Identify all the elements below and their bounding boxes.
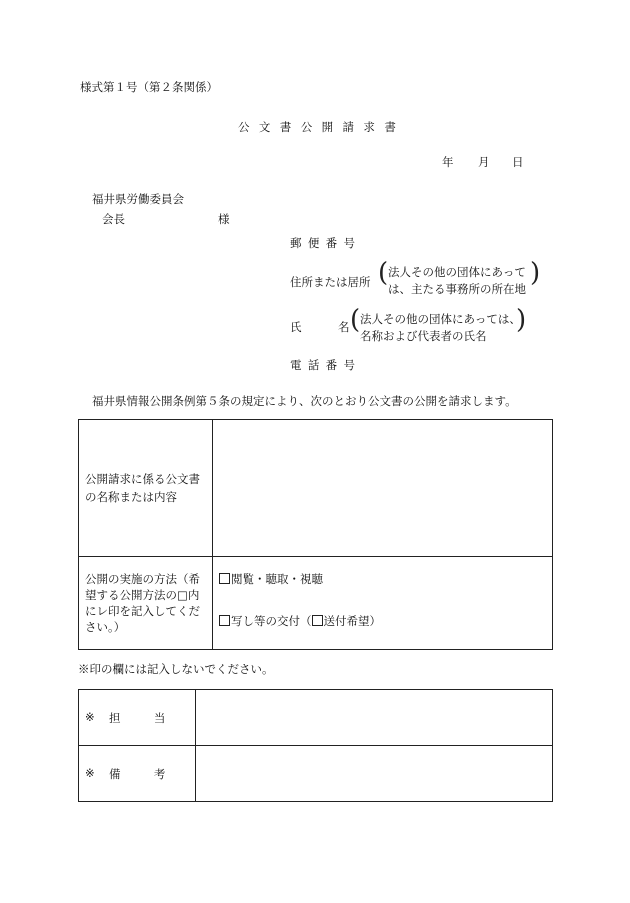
staff-mark: ※ [85,710,95,724]
office-table [78,689,553,802]
phone-label: 電話番号 [290,358,362,372]
address-label: 住所または居所 [290,275,371,289]
remarks-field[interactable] [196,746,553,802]
form-number: 様式第１号（第２条関係） [80,80,218,94]
disclosure-method-options [213,557,553,650]
disclosure-method-label-line4: さい。） [85,620,126,634]
remarks-label-cell [79,746,196,802]
addressee-org: 福井県労働委員会 [92,192,184,206]
address-note [378,258,541,298]
table-row [79,420,553,557]
table-row [79,746,553,802]
date-month-label: 月 [478,155,490,169]
document-name-label-line1: 公開請求に係る公文書 [85,472,200,486]
addressee-position: 会長 [102,212,125,226]
date-year-label: 年 [442,155,454,169]
remarks-mark: ※ [85,766,95,780]
name-note-line2: 名称および代表者の氏名 [360,329,487,343]
name-label-first: 氏 [290,320,302,334]
address-note-line2: は、主たる事務所の所在地 [388,282,526,296]
disclosure-method-label-line3: にレ印を記入してくだ [85,604,200,618]
checkbox-icon[interactable] [312,615,323,626]
checkbox-icon[interactable] [219,615,230,626]
staff-label-cell [79,690,196,746]
address-note-line1: 法人その他の団体にあって [388,265,526,279]
disclosure-method-label [79,557,213,650]
option-copy-delivery-label: 写し等の交付（ [231,614,312,628]
page-title: 公 文 書 公 開 請 求 書 [238,120,399,134]
document-name-label-line2: の名称または内容 [85,490,177,504]
document-name-label [79,420,213,557]
open-paren-icon: ( [350,305,361,335]
close-paren-icon: ) [530,258,541,288]
request-statement: 福井県情報公開条例第５条の規定により、次のとおり公文書の公開を請求します。 [92,394,517,408]
option-viewing-label: 閲覧・聴取・視聴 [231,572,323,586]
close-paren-icon: ) [516,305,527,335]
request-table [78,419,553,650]
name-note [350,305,527,345]
table-row [79,690,553,746]
document-name-field[interactable] [213,420,553,557]
table-row [79,557,553,650]
remarks-label: 備 考 [109,767,169,781]
staff-label: 担 当 [109,711,169,725]
disclosure-method-label-line2: 望する公開方法の□内 [85,588,200,602]
addressee-honorific: 様 [218,212,230,226]
date-day-label: 日 [512,155,524,169]
checkbox-icon[interactable] [219,573,230,584]
disclosure-method-label-line1: 公開の実施の方法（希 [85,572,200,586]
option-viewing[interactable] [219,571,546,587]
option-mail-delivery-label: 送付希望） [323,614,381,628]
open-paren-icon: ( [378,258,389,288]
option-copy-delivery[interactable] [219,613,546,629]
postal-code-label: 郵便番号 [290,236,362,250]
name-label-second: 名 [338,320,350,334]
name-note-line1: 法人その他の団体にあっては、 [360,312,521,326]
office-use-note: ※印の欄には記入しないでください。 [78,662,274,676]
staff-field[interactable] [196,690,553,746]
